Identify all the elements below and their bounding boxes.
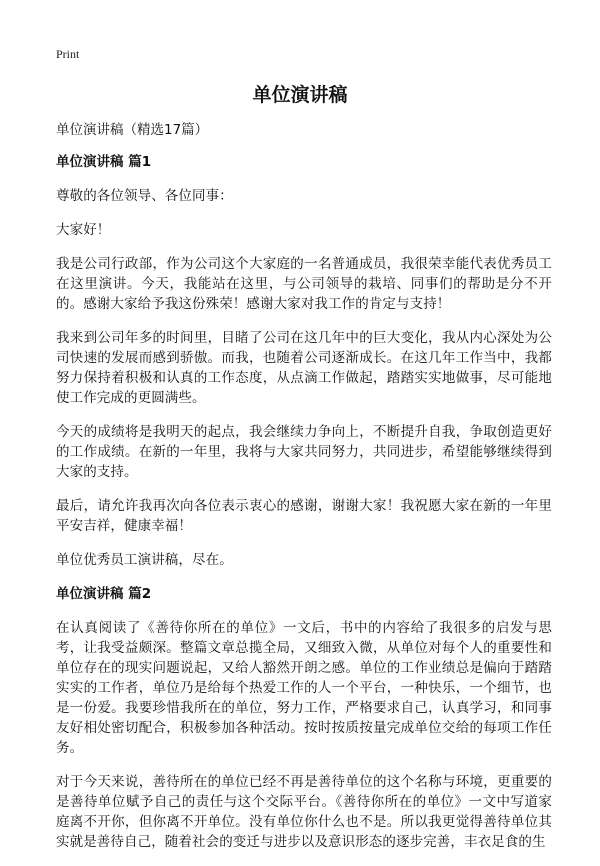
paragraph: 尊敬的各位领导、各位同事： — [56, 188, 233, 204]
section-2 — [56, 584, 552, 852]
document-title: 单位演讲稿 — [252, 84, 348, 106]
paragraph: 今天的成绩将是我明天的起点，我会继续力争向上，不断提升自我，争取创造更好的工作成绩。在新的一年里，我将与大家共同努力，共同进步，希望能够继续得到大家的支持。 — [56, 424, 552, 480]
document-subtitle: 单位演讲稿（精选17篇） — [56, 122, 209, 138]
paragraph: 对于今天来说，善待所在的单位已经不再是善待单位的这个名称与环境，更重要的是善待单位赋予自己的责任与这个交际平台。《善待你所在的单位》一文中写道家庭离不开你，但你离不开单位。没有单位你什么也不是。所以我更觉得善待单位其实就是善待自己，随着社会的变迁与进步以及意识形态的逐步完善，丰衣足食的生 — [56, 774, 552, 850]
paragraph: 在认真阅读了《善待你所在的单位》一文后，书中的内容给了我很多的启发与思考，让我受益颇深。整篇文章总揽全局，又细致入微，从单位对每个人的重要性和单位存在的现实问题说起，又给人豁然开朗之感。单位的工作业绩总是偏向于踏踏实实的工作者，单位乃是给每个热爱工作的人一个平台，一种快乐，一个细节，也是一份爱。我要珍惜我所在的单位，努力工作，严格要求自己，认真学习，和同事友好相处密切配合，积极参加各种活动。按时按质按量完成单位交给的每项工作任务。 — [56, 620, 552, 756]
paragraph: 最后，请允许我再次向各位表示衷心的感谢，谢谢大家！我祝愿大家在新的一年里平安吉祥，健康幸福！ — [56, 498, 552, 534]
section-heading: 单位演讲稿 篇1 — [56, 154, 152, 170]
paragraph: 大家好！ — [56, 222, 111, 238]
paragraph: 我来到公司年多的时间里，目睹了公司在这几年中的巨大变化，我从内心深处为公司快速的发展而感到骄傲。而我，也随着公司逐渐成长。在这几年工作当中，我都努力保持着积极和认真的工作态度，从点滴工作做起，踏踏实实地做事，尽可能地使工作完成的更圆满些。 — [56, 330, 552, 406]
document-content — [56, 120, 552, 866]
paragraph: 单位优秀员工演讲稿，尽在。 — [56, 552, 233, 568]
section-heading: 单位演讲稿 篇2 — [56, 586, 152, 602]
paragraph: 我是公司行政部，作为公司这个大家庭的一名普通成员，我很荣幸能代表优秀员工在这里演讲。今天，我能站在这里，与公司领导的栽培、同事们的帮助是分不开的。感谢大家给予我这份殊荣！感谢大家对我工作的肯定与支持！ — [56, 256, 552, 312]
section-1 — [56, 152, 552, 570]
print-label: Print — [56, 47, 80, 61]
